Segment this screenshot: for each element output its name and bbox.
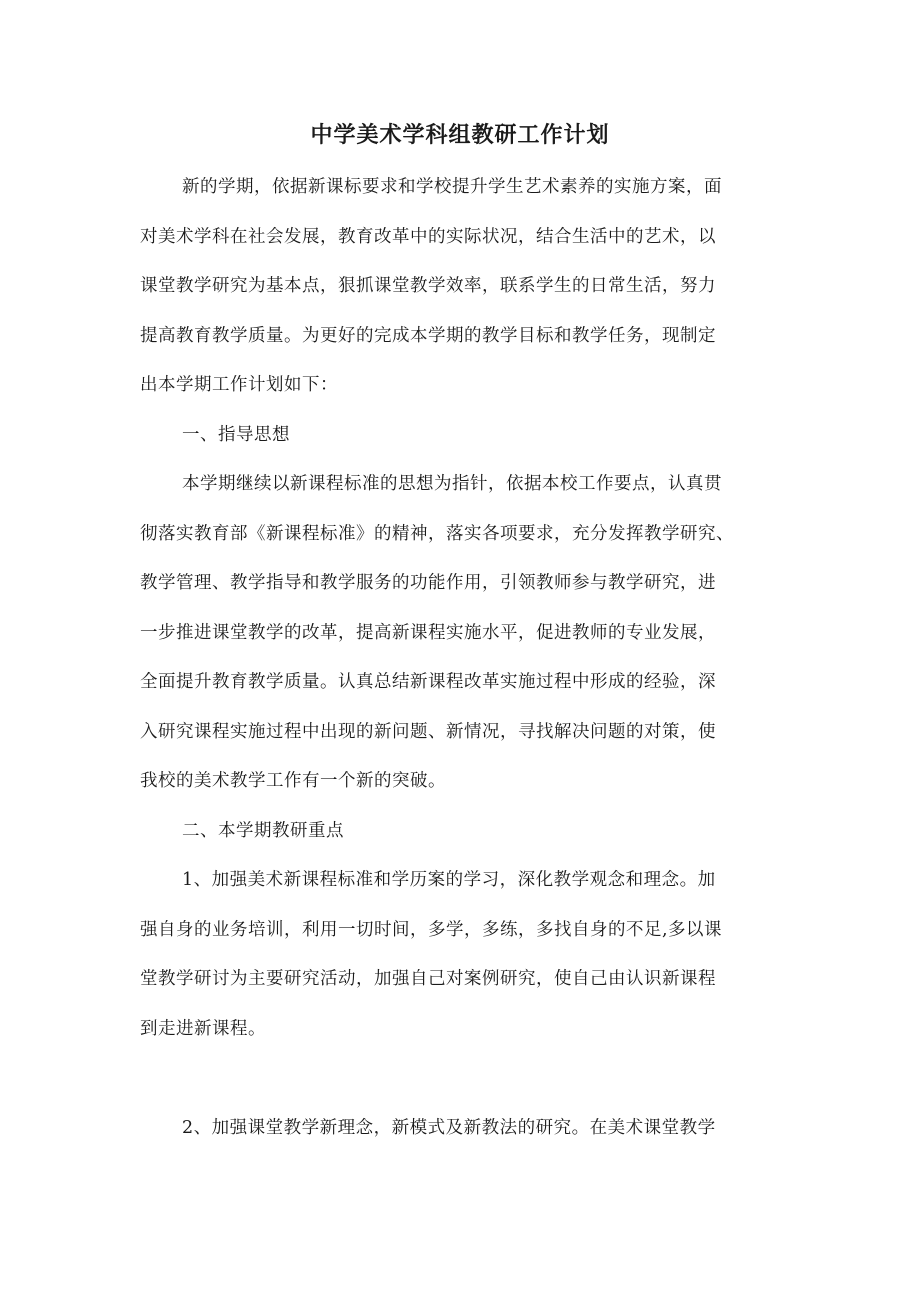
paragraph-focus-1-line-1: 1、加强美术新课程标准和学历案的学习，深化教学观念和理念。加	[182, 870, 716, 890]
section-heading-research-focus: 二、本学期教研重点	[182, 820, 344, 841]
paragraph-guiding-line-5: 全面提升教育教学质量。认真总结新课程改革实施过程中形成的经验，深	[140, 672, 716, 692]
paragraph-guiding-line-6: 入研究课程实施过程中出现的新问题、新情况，寻找解决问题的对策，使	[140, 721, 716, 742]
paragraph-focus-1-line-3: 堂教学研讨为主要研究活动，加强自己对案例研究，使自己由认识新课程	[140, 969, 716, 989]
paragraph-intro-line-3: 课堂教学研究为基本点，狠抓课堂教学效率，联系学生的日常生活，努力	[140, 276, 716, 296]
paragraph-intro-line-1: 新的学期，依据新课标要求和学校提升学生艺术素养的实施方案，面	[182, 177, 722, 197]
paragraph-guiding-line-2: 彻落实教育部《新课程标准》的精神，落实各项要求，充分发挥教学研究、	[140, 523, 734, 544]
paragraph-intro-line-2: 对美术学科在社会发展，教育改革中的实际状况，结合生活中的艺术，以	[140, 226, 716, 247]
paragraph-guiding-line-7: 我校的美术教学工作有一个新的突破。	[140, 771, 446, 791]
paragraph-focus-1-line-4: 到走进新课程。	[140, 1018, 266, 1039]
paragraph-intro-line-5: 出本学期工作计划如下：	[140, 375, 338, 395]
paragraph-guiding-line-1: 本学期继续以新课程标准的思想为指针，依据本校工作要点，认真贯	[182, 474, 722, 494]
paragraph-guiding-line-4: 一步推进课堂教学的改革，提高新课程实施水平，促进教师的专业发展，	[140, 622, 716, 643]
paragraph-guiding-line-3: 教学管理、教学指导和教学服务的功能作用，引领教师参与教学研究，进	[140, 573, 716, 593]
paragraph-spacer	[140, 1054, 790, 1104]
document-body	[140, 163, 790, 1154]
document-title: 中学美术学科组教研工作计划	[310, 123, 610, 148]
paragraph-intro-line-4: 提高教育教学质量。为更好的完成本学期的教学目标和教学任务，现制定	[140, 325, 716, 346]
paragraph-focus-1-line-2: 强自身的业务培训，利用一切时间，多学，多练，多找自身的不足,多以课	[140, 919, 723, 940]
section-heading-guiding-thought: 一、指导思想	[182, 424, 290, 445]
paragraph-focus-2-line-1: 2、加强课堂教学新理念，新模式及新教法的研究。在美术课堂教学	[182, 1118, 716, 1138]
